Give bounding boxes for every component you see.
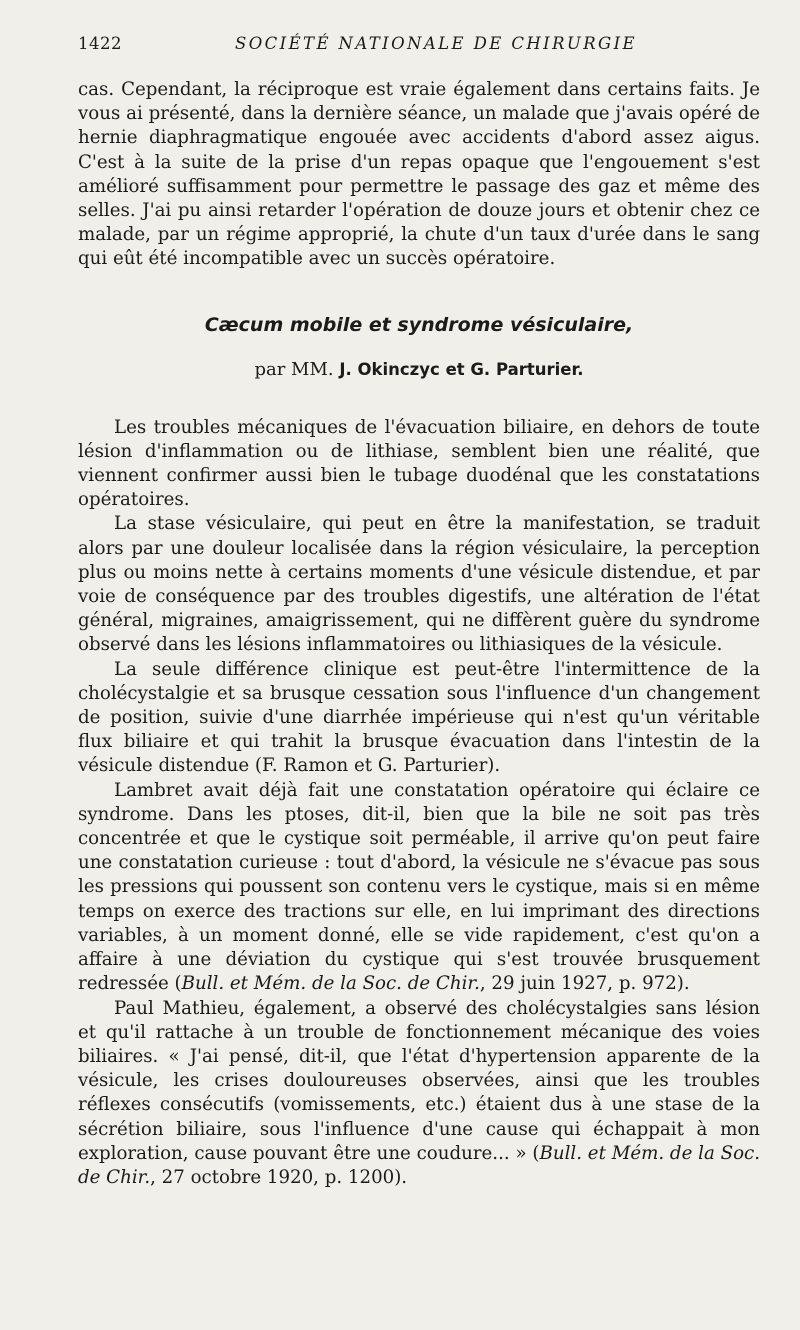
- intro-paragraph: cas. Cependant, la réciproque est vraie également dans certains faits. Je vous ai présenté, dans la dernière séance, un malade que j'avais opéré de hernie diaphragmatique engouée avec accidents d'abord assez aigus. C'est à la suite de la prise d'un repas opaque que l'engouement s'est amélioré suffisamment pour permettre le passage des gaz et même des selles. J'ai pu ainsi retarder l'opération de douze jours et obtenir chez ce malade, par un régime approprié, la chute d'un taux d'urée dans le sang qui eût été incompatible avec un succès opératoire.: [78, 79, 760, 270]
- article-byline: [78, 358, 760, 382]
- paragraph-5-text: Paul Mathieu, également, a observé des cholécystalgies sans lésion et qu'il rattache à un trouble de fonctionnement mécanique des voies biliaires. « J'ai pensé, dit-il, que l'état d'hypertension apparente de la vésicule, les crises douloureuses observées, ainsi que les troubles réflexes consécutifs (vomissements, etc.) étaient dus à une stase de la sécrétion biliaire, sous l'influence d'une cause qui échappait à mon exploration, cause pouvant être une coudure... » (: [78, 997, 760, 1164]
- paragraph-5: [78, 997, 760, 1191]
- paragraph-5-end: , 27 octobre 1920, p. 1200).: [150, 1166, 408, 1188]
- citation-mathieu: Bull. et Mém. de la Soc. de Chir.: [78, 1142, 761, 1188]
- page-number: 1422: [78, 34, 122, 53]
- paragraph-4-text: Lambret avait déjà fait une constatation opératoire qui éclaire ce syndrome. Dans les ptoses, dit-il, bien que la bile ne soit pas très concentrée et que le cystique soit perméable, il arrive qu'on peut faire une constatation curieuse : tout d'abord, la vésicule ne s'évacue pas sous les pressions qui poussent son contenu vers le cystique, mais si en même temps on exerce des tractions sur elle, en lui imprimant des directions variables, à un moment donné, elle se vide rapidement, c'est qu'on a affaire à une déviation du cystique qui s'est trouvée brusquement redressée (: [78, 779, 760, 995]
- page-header: [78, 34, 754, 60]
- paragraph-3: La seule différence clinique est peut-être l'intermittence de la cholécystalgie et sa brusque cessation sous l'influence d'un changement de position, suivie d'une diarrhée impérieuse qui n'est qu'un véritable flux biliaire et qui trahit la brusque évacuation dans l'intestin de la vésicule distendue (F. Ramon et G. Parturier).: [78, 658, 760, 777]
- paragraph-1: Les troubles mécaniques de l'évacuation biliaire, en dehors de toute lésion d'inflammation ou de lithiase, semblent bien une réalité, que viennent confirmer aussi bien le tubage duodénal que les constatations opératoires.: [78, 416, 760, 511]
- article-body: [78, 78, 760, 1190]
- byline-prefix: par MM.: [254, 358, 334, 380]
- paragraph-4: [78, 779, 760, 997]
- citation-lambret: Bull. et Mém. de la Soc. de Chir.: [181, 973, 480, 995]
- running-title: SOCIÉTÉ NATIONALE DE CHIRURGIE: [235, 34, 637, 53]
- paragraph-4-end: , 29 juin 1927, p. 972).: [479, 973, 690, 995]
- author-names: J. Okinczyc et G. Parturier.: [339, 359, 584, 379]
- paragraph-2: La stase vésiculaire, qui peut en être la manifestation, se traduit alors par une douleur localisée dans la région vésiculaire, la perception plus ou moins nette à certains moments d'une vésicule distendue, et par voie de conséquence par des troubles digestifs, une altération de l'état général, migraines, amaigrissement, qui ne diffèrent guère du syndrome observé dans les lésions inflammatoires ou lithiasiques de la vésicule.: [78, 513, 760, 656]
- article-title: Cæcum mobile et syndrome vésiculaire,: [204, 313, 634, 336]
